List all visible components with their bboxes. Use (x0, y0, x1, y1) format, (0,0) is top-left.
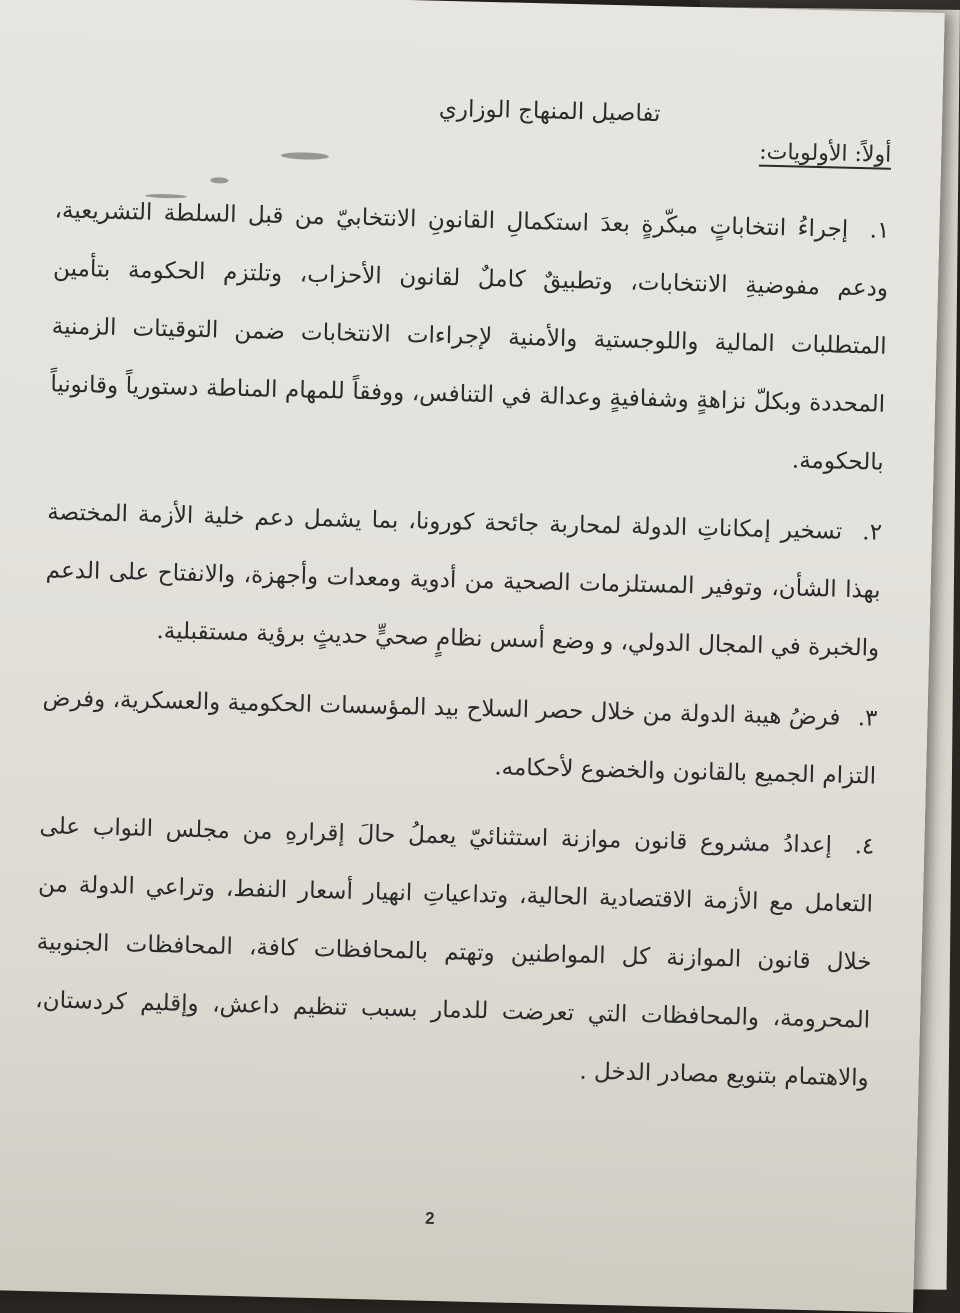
priority-item-1 (48, 181, 890, 491)
item-number: ٢. (862, 519, 883, 546)
page-number: 2 (424, 1208, 435, 1228)
document-body (33, 86, 893, 1119)
item-number: ١. (869, 217, 890, 244)
item-text: تسخير إمكاناتِ الدولة لمحاربة جائحة كورونا، بما يشمل دعم خلية الأزمة المختصة بهذا الشأن، وتوفير المستلزمات الصحية من أدوية ومعدات وأجهزة، والانفتاح على الدعم والخبرة في المجال الدولي، و وضع أسس نظامٍ صحيٍّ حديثٍ برؤية مستقبلية. (45, 499, 881, 662)
priority-item-4 (33, 797, 875, 1107)
priority-item-2 (44, 483, 883, 677)
item-number: ٣. (857, 705, 878, 732)
section-heading: أولاً: الأولويات: (758, 139, 892, 168)
item-text: إجراءُ انتخاباتٍ مبكّرةٍ بعدَ استكمالِ القانونِ الانتخابيّ من قبل السلطة التشريعية، ودعم مفوضيةِ الانتخابات، وتطبيقٌ كاملٌ لقانون الأحزاب، وتلتزم الحكومة بتأمين المتطلبات المالية واللوجستية والأمنية لإجراءات الانتخابات ضمن التوقيتات الزمنية المحددة وبكلّ نزاهةٍ وشفافيةٍ وعدالة في التنافس، ووفقاً للمهام المناطة دستورياً وقانونياً بالحكومة. (50, 197, 889, 476)
item-text: فرضُ هيبة الدولة من خلال حصر السلاح بيد المؤسسات الحكومية والعسكرية، وفرض التزام الجميع بالقانون والخضوع لأحكامه. (42, 685, 877, 790)
item-number: ٤. (854, 833, 875, 860)
document-title: تفاصيل المنهاج الوزاري (438, 95, 661, 128)
priority-item-3 (41, 669, 879, 805)
item-text: إعدادُ مشروع قانون موازنة استثنائيّ يعملُ حالَ إقرارهِ من مجلس النواب على التعامل مع الأزمة الاقتصادية الحالية، وتداعياتِ انهيار أسعار النفط، وتراعي الدولة من خلال قانون الموازنة كل المواطنين وتهتم بالمحافظات كافة، المحافظات الجنوبية المحرومة، والمحافظات التي تعرضت للدمار بسبب تنظيم داعش، وإقليم كردستان، والاهتمام بتنويع مصادر الدخل . (35, 813, 874, 1092)
